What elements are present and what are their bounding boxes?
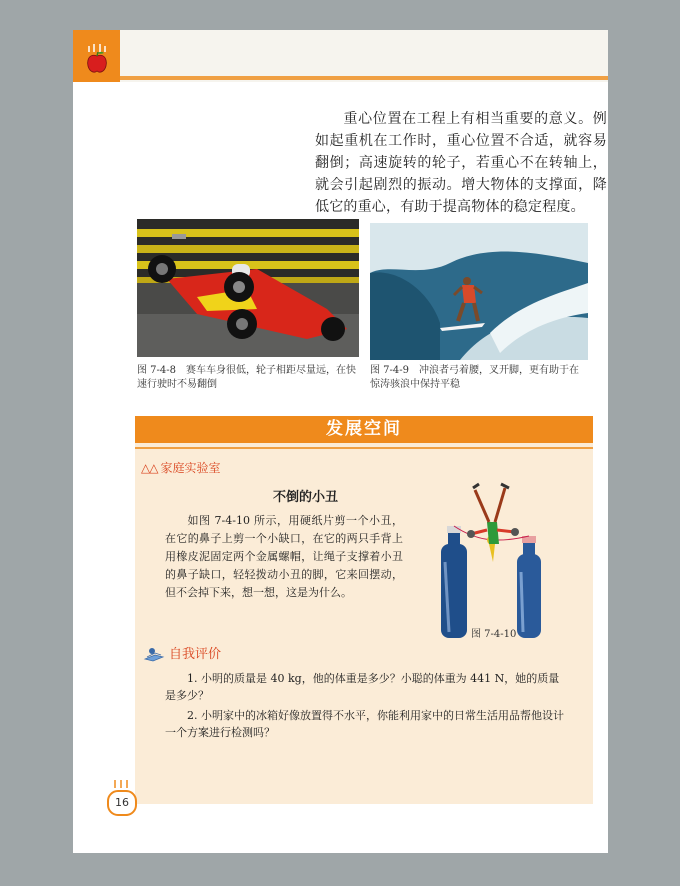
intro-paragraph: 重心位置在工程上有相当重要的意义。例如起重机在工作时，重心位置不合适，就容易翻倒；高速旋转的轮子，若重心不在转轴上，就会引起剧烈的振动。增大物体的支撑面，降低它的重心，有助于提高物体的稳定程度。 [315,111,607,215]
clown-balance-illustration [435,482,550,642]
triangle-icon: △△ [141,461,158,475]
figure-caption-7-4-9: 图 7-4-9 冲浪者弓着腰，叉开脚，更有助于在惊涛骇浪中保持平稳 [370,365,580,390]
lab-heading-text: 家庭实验室 [160,461,221,475]
page-number-decoration [111,780,131,790]
page-number: 16 [107,790,137,816]
question-2: 2. 小明家中的冰箱好像放置得不水平，你能利用家中的日常生活用品帮他设计一个方案进行检测吗？ [165,709,564,739]
race-car-photo [137,219,359,357]
question-1: 1. 小明的质量是 40 kg，他的体重是多少？小聪的体重为 441 N，她的质量是多少？ [165,672,560,702]
development-section [135,416,593,804]
self-eval-heading-text: 自我评价 [169,647,222,662]
section-title: 发展空间 [326,419,402,439]
textbook-page [73,30,608,853]
surfer-photo [370,223,588,360]
lab-heading [141,459,220,476]
header-rule [120,76,608,80]
experiment-title: 不倒的小丑 [273,490,339,505]
figure-caption-7-4-8: 图 7-4-8 赛车车身很低，轮子相距尽量远，在快速行驶时不易翻倒 [137,365,357,390]
figure-caption-7-4-10: 图 7-4-10 [471,629,517,640]
experiment-text: 如图 7-4-10 所示，用硬纸片剪一个小丑，在它的鼻子上剪一个小缺口，在它的两只手背上用橡皮泥固定两个金属螺帽，让绳子支撑着小丑的鼻子缺口，轻轻拨动小丑的脚，它来回摆动，但不会掉下来，想一想，这是为什么。 [165,514,403,599]
page-header [73,30,608,82]
section-rule [135,447,593,449]
book-icon [143,647,165,663]
apple-icon [83,44,111,74]
self-eval-heading [143,643,221,663]
